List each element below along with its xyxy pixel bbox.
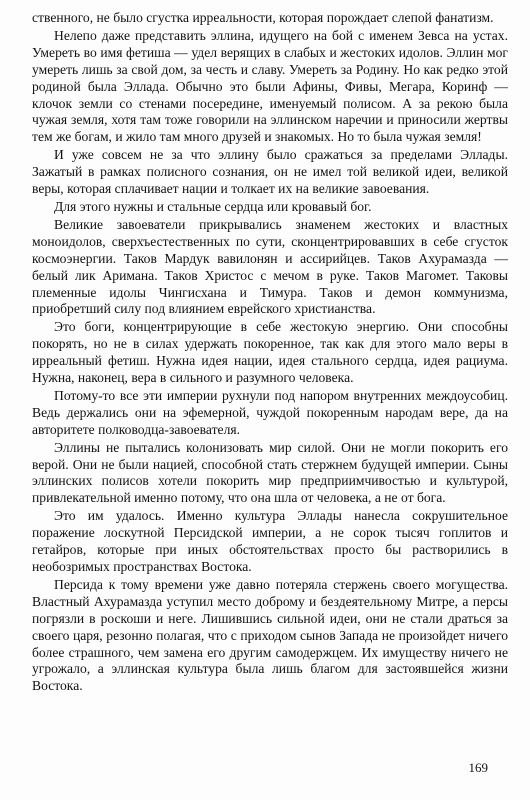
paragraph-5: Великие завоеватели прикрывались знаменем жестоких и властных моноидолов, сверхъестественных по сути, сконцентрировавших в себе сгусток космоэнергии. Таков Мардук вавилонян и ассирийцев. Таков Ахурамазда — белый лик Аримана. Таков Христос с мечом в руке. Таков Магомет. Таковы племенные идолы Чингисхана и Тимура. Таков и демон коммунизма, приобретший силу под влиянием еврейского христианства. bbox=[32, 216, 508, 317]
paragraph-1: ственного, не было сгустка ирреальности, которая порождает слепой фанатизм. bbox=[32, 10, 494, 25]
paragraph-6: Это боги, концентрирующие в себе жестокую энергию. Они способны покорять, но не в силах удержать покоренное, так как для этого мало веры в ирреальный фетиш. Нужна идея нации, идея стального сердца, идея рациума. Нужна, наконец, вера в сильного и разумного человека. bbox=[32, 319, 508, 386]
paragraph-9: Это им удалось. Именно культура Эллады нанесла сокрушительное поражение лоскутной Персидской империи, а не сорок тысяч гоплитов и гетайров, которые при иных обстоятельствах просто бы растворились в необозримых пространствах Востока. bbox=[32, 508, 508, 574]
paragraph-2: Нелепо даже представить эллина, идущего на бой с именем Зевса на устах. Умереть во имя фетиша — удел верящих в слабых и жестоких идолов. Эллин мог умереть лишь за свой дом, за честь и славу. Умереть за Родину. Но как редко этой родиной была Эллада. Обычно это были Афины, Фивы, Мегара, Коринф — клочок земли со стенами посередине, именуемый полисом. А за рекою была чужая земля, хотя там тоже говорили на эллинском наречии и приносили жертвы тем же богам, и жило там много друзей и знакомых. Но то была чужая земля! bbox=[32, 27, 508, 145]
body-text bbox=[32, 10, 508, 696]
page-number: 169 bbox=[468, 760, 488, 775]
paragraph-8: Эллины не пытались колонизовать мир силой. Они не могли покорить его верой. Они не были нацией, способной стать стержнем будущей империи. Сыны эллинских полисов хотели покорить мир предприимчивостью и культурой, привлекательной именно потому, что она шла от человека, а не от бога. bbox=[32, 439, 508, 506]
paragraph-4: Для этого нужны и стальные сердца или кровавый бог. bbox=[54, 198, 372, 214]
paragraph-7: Потому-то все эти империи рухнули под напором внутренних междоусобиц. Ведь держались они на эфемерной, чуждой покоренным народам вере, да на авторитете полководца-завоевателя. bbox=[32, 387, 508, 437]
paragraph-3: И уже совсем не за что эллину было сражаться за пределами Эллады. Зажатый в рамках полисного сознания, он не имел той великой идеи, великой веры, которая сплачивает нации и толкает их на великие завоевания. bbox=[32, 147, 508, 197]
paragraph-10: Персида к тому времени уже давно потеряла стержень своего могущества. Властный Ахурамазда уступил место доброму и бездеятельному Митре, а персы погрязли в роскоши и неге. Лишившись сильной идеи, они не стали драться за своего царя, резонно полагая, что с приходом сынов Запада не произойдет ничего более страшного, чем замена его другим самодержцем. Их имуществу ничего не угрожало, а эллинская культура была лишь благом для застоявшейся жизни Востока. bbox=[32, 576, 508, 694]
